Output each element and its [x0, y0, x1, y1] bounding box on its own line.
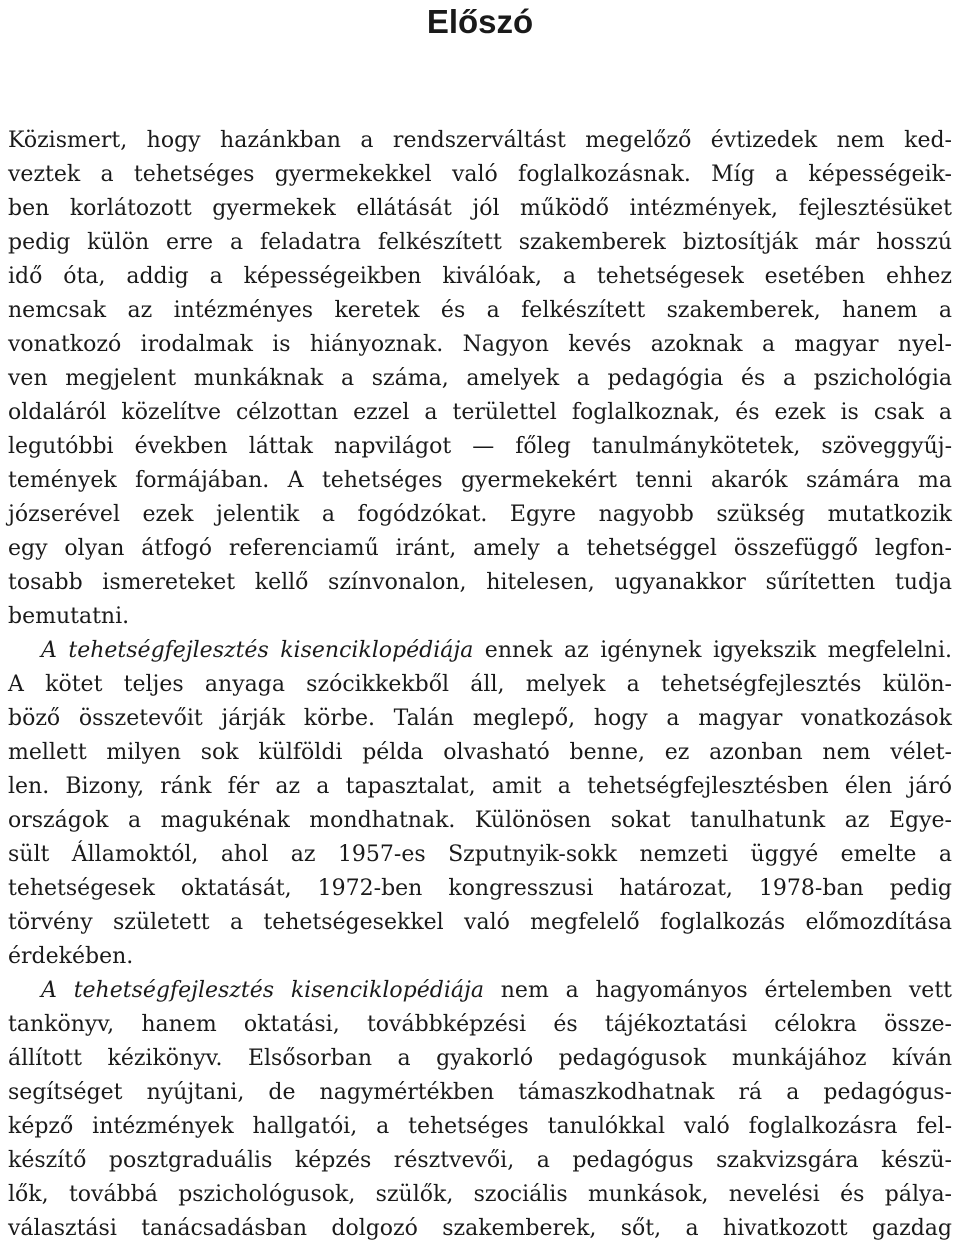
text-line: bemutatni. — [8, 604, 130, 629]
text-line: ben korlátozott gyermekek ellátását jól működő intézmények, fejlesztésüket — [8, 196, 952, 221]
text-line: egy olyan átfogó referenciamű iránt, amely a tehetséggel összefüggő legfon- — [8, 536, 952, 561]
paragraph-2 — [8, 634, 952, 974]
text-line: józserével ezek jelentik a fogódzókat. Egyre nagyobb szükség mutatkozik — [8, 502, 952, 527]
text-line — [8, 974, 952, 1008]
text-line: törvény született a tehetségesekkel való megfelelő foglalkozás előmozdítása — [8, 910, 952, 935]
text-line: idő óta, addig a képességeikben kiválóak, a tehetségesek esetében ehhez — [8, 264, 952, 289]
text-line: sült Államoktól, ahol az 1957-es Szputnyik-sokk nemzeti üggyé emelte a — [8, 842, 952, 867]
text-line: veztek a tehetséges gyermekekkel való foglalkozásnak. Míg a képességeik- — [8, 162, 952, 187]
page-title: Előszó — [426, 3, 534, 40]
text-line: Közismert, hogy hazánkban a rendszerváltást megelőző évtizedek nem ked- — [8, 128, 952, 153]
text-line: mellett milyen sok külföldi példa olvasható benne, ez azonban nem vélet- — [8, 740, 952, 765]
body-text — [8, 124, 952, 1246]
text-line: böző összetevőit járják körbe. Talán meglepő, hogy a magyar vonatkozások — [8, 706, 952, 731]
text-line: len. Bizony, ránk fér az a tapasztalat, amit a tehetségfejlesztésben élen járó — [8, 774, 952, 799]
book-title: A tehetségfejlesztés kisenciklopédiája — [41, 978, 484, 1003]
text-line: tosabb ismereteket kellő színvonalon, hitelesen, ugyanakkor sűrítetten tudja — [8, 570, 952, 595]
paragraph-3 — [8, 974, 952, 1246]
text-line: tankönyv, hanem oktatási, továbbképzési és tájékoztatási célokra össze- — [8, 1012, 952, 1037]
text-line: érdekében. — [8, 944, 134, 969]
text-line: lők, továbbá pszichológusok, szülők, szociális munkások, nevelési és pálya- — [8, 1182, 952, 1207]
text-line: képző intézmények hallgatói, a tehetséges tanulókkal való foglalkozásra fel- — [8, 1114, 952, 1139]
paragraph-1 — [8, 124, 952, 634]
text-line: országok a magukénak mondhatnak. Különösen sokat tanulhatunk az Egye- — [8, 808, 952, 833]
text-line: segítséget nyújtani, de nagymértékben támaszkodhatnak rá a pedagógus- — [8, 1080, 952, 1105]
text-line: ven megjelent munkáknak a száma, amelyek a pedagógia és a pszichológia — [8, 366, 952, 391]
text-line: pedig külön erre a feladatra felkészített szakemberek biztosítják már hosszú — [8, 230, 952, 255]
text-run: nem a hagyományos értelemben vett — [483, 978, 953, 1003]
text-line — [8, 634, 952, 668]
text-line: tehetségesek oktatását, 1972-ben kongresszusi határozat, 1978-ban pedig — [8, 876, 952, 901]
text-line: oldaláról közelítve célzottan ezzel a területtel foglalkoznak, és ezek is csak a — [8, 400, 952, 425]
text-line: legutóbbi években láttak napvilágot — főleg tanulmánykötetek, szöveggyűj- — [8, 434, 952, 459]
text-line: készítő posztgraduális képzés résztvevői, a pedagógus szakvizsgára készü- — [8, 1148, 952, 1173]
text-line: választási tanácsadásban dolgozó szakemberek, sőt, a hivatkozott gazdag — [8, 1216, 952, 1241]
text-line: temények formájában. A tehetséges gyermekekért tenni akarók számára ma — [8, 468, 952, 493]
text-line: állított kézikönyv. Elsősorban a gyakorló pedagógusok munkájához kíván — [8, 1046, 952, 1071]
text-line: nemcsak az intézményes keretek és a felkészített szakemberek, hanem a — [8, 298, 952, 323]
text-line: vonatkozó irodalmak is hiányoznak. Nagyon kevés azoknak a magyar nyel- — [8, 332, 952, 357]
text-run: ennek az igénynek igyekszik megfelelni. — [473, 638, 952, 663]
text-line: A kötet teljes anyaga szócikkekből áll, melyek a tehetségfejlesztés külön- — [8, 672, 952, 697]
book-title: A tehetségfejlesztés kisenciklopédiája — [41, 638, 474, 663]
